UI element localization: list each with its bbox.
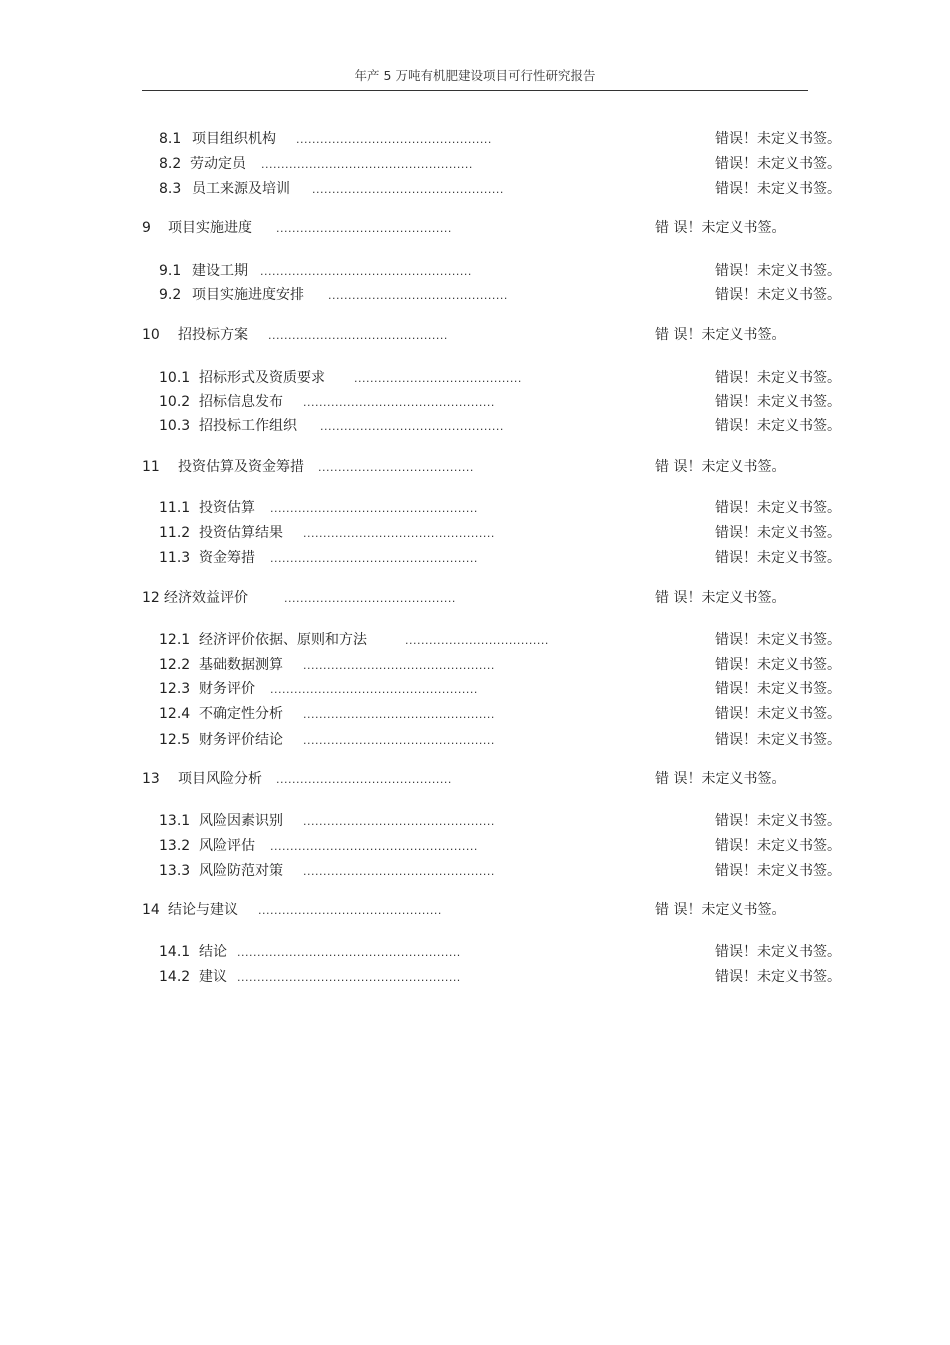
toc-section-entry[interactable] bbox=[0, 260, 950, 282]
page-header: 年产 5 万吨有机肥建设项目可行性研究报告 bbox=[354, 68, 596, 83]
toc-number: 12.4 bbox=[159, 706, 191, 722]
toc-section-entry[interactable] bbox=[0, 153, 950, 175]
toc-number: 8.3 bbox=[159, 181, 182, 197]
toc-title: 招标信息发布 bbox=[199, 394, 283, 410]
toc-title: 项目风险分析 bbox=[178, 771, 262, 787]
toc-page-reference: 错误！未定义书签。 bbox=[715, 657, 841, 673]
toc-title: 招投标工作组织 bbox=[199, 418, 297, 434]
toc-title: 投资估算及资金筹措 bbox=[178, 459, 304, 475]
toc-number: 14.1 bbox=[159, 944, 191, 960]
toc-page-reference: 错误！未定义书签。 bbox=[715, 863, 841, 879]
toc-title: 经济评价依据、原则和方法 bbox=[199, 632, 367, 648]
toc-leader-dots: .................................................... bbox=[270, 840, 478, 853]
toc-section-entry[interactable] bbox=[0, 966, 950, 988]
toc-number: 14.2 bbox=[159, 969, 191, 985]
toc-title: 基础数据测算 bbox=[199, 657, 283, 673]
toc-page-reference: 错误！未定义书签。 bbox=[715, 287, 841, 303]
toc-title: 风险评估 bbox=[199, 838, 255, 854]
toc-page-reference: 错 误！未定义书签。 bbox=[655, 902, 786, 918]
toc-title: 建设工期 bbox=[192, 263, 248, 279]
toc-leader-dots: ................................................ bbox=[312, 183, 504, 196]
toc-section-entry[interactable] bbox=[0, 522, 950, 544]
toc-title: 结论 bbox=[199, 944, 227, 960]
toc-chapter-entry[interactable] bbox=[0, 217, 950, 239]
toc-leader-dots: ................................................ bbox=[303, 865, 495, 878]
toc-page-reference: 错误！未定义书签。 bbox=[715, 131, 841, 147]
toc-number: 10.3 bbox=[159, 418, 191, 434]
toc-number: 12.5 bbox=[159, 732, 191, 748]
toc-page-reference: 错误！未定义书签。 bbox=[715, 632, 841, 648]
toc-number: 11.3 bbox=[159, 550, 191, 566]
toc-page-reference: 错误！未定义书签。 bbox=[715, 813, 841, 829]
toc-section-entry[interactable] bbox=[0, 654, 950, 676]
toc-leader-dots: ..................................................... bbox=[261, 158, 473, 171]
toc-title: 建议 bbox=[199, 969, 227, 985]
toc-section-entry[interactable] bbox=[0, 729, 950, 751]
toc-section-entry[interactable] bbox=[0, 128, 950, 150]
toc-leader-dots: ....................................... bbox=[318, 461, 474, 474]
toc-leader-dots: ................................................ bbox=[303, 734, 495, 747]
toc-title: 项目实施进度安排 bbox=[192, 287, 304, 303]
toc-number: 9 bbox=[142, 220, 151, 236]
toc-title: 风险因素识别 bbox=[199, 813, 283, 829]
toc-leader-dots: ............................................. bbox=[268, 329, 448, 342]
toc-section-entry[interactable] bbox=[0, 810, 950, 832]
toc-title: 不确定性分析 bbox=[199, 706, 283, 722]
toc-section-entry[interactable] bbox=[0, 703, 950, 725]
toc-page-reference: 错误！未定义书签。 bbox=[715, 969, 841, 985]
toc-title: 投资估算结果 bbox=[199, 525, 283, 541]
toc-leader-dots: ............................................. bbox=[328, 289, 508, 302]
toc-leader-dots: ..................................................... bbox=[260, 265, 472, 278]
toc-number: 13.3 bbox=[159, 863, 191, 879]
toc-number: 8.1 bbox=[159, 131, 182, 147]
toc-page-reference: 错 误！未定义书签。 bbox=[655, 590, 786, 606]
toc-page-reference: 错 误！未定义书签。 bbox=[655, 327, 786, 343]
toc-number: 13.2 bbox=[159, 838, 191, 854]
toc-page-reference: 错 误！未定义书签。 bbox=[655, 771, 786, 787]
toc-section-entry[interactable] bbox=[0, 497, 950, 519]
toc-title: 招投标方案 bbox=[178, 327, 248, 343]
toc-title: 财务评价结论 bbox=[199, 732, 283, 748]
toc-title: 招标形式及资质要求 bbox=[199, 370, 325, 386]
toc-leader-dots: .............................................. bbox=[258, 904, 442, 917]
toc-page-reference: 错误！未定义书签。 bbox=[715, 838, 841, 854]
toc-number: 9.1 bbox=[159, 263, 182, 279]
toc-number: 10 bbox=[142, 327, 160, 343]
toc-number: 12.2 bbox=[159, 657, 191, 673]
toc-leader-dots: .................................................... bbox=[270, 683, 478, 696]
toc-leader-dots: .................................................... bbox=[270, 502, 478, 515]
toc-number: 12 bbox=[142, 590, 160, 606]
toc-number: 11.2 bbox=[159, 525, 191, 541]
toc-page-reference: 错误！未定义书签。 bbox=[715, 681, 841, 697]
toc-section-entry[interactable] bbox=[0, 391, 950, 413]
toc-leader-dots: ................................................ bbox=[303, 527, 495, 540]
toc-title: 项目实施进度 bbox=[168, 220, 252, 236]
toc-page-reference: 错 误！未定义书签。 bbox=[655, 459, 786, 475]
toc-number: 9.2 bbox=[159, 287, 182, 303]
toc-page-reference: 错误！未定义书签。 bbox=[715, 418, 841, 434]
toc-section-entry[interactable] bbox=[0, 678, 950, 700]
toc-chapter-entry[interactable] bbox=[0, 456, 950, 478]
toc-title: 劳动定员 bbox=[190, 156, 246, 172]
toc-number: 14 bbox=[142, 902, 160, 918]
toc-chapter-entry[interactable] bbox=[0, 587, 950, 609]
toc-page-reference: 错误！未定义书签。 bbox=[715, 500, 841, 516]
toc-leader-dots: .............................................. bbox=[320, 420, 504, 433]
toc-leader-dots: ................................................ bbox=[303, 396, 495, 409]
toc-page-reference: 错误！未定义书签。 bbox=[715, 263, 841, 279]
toc-title: 经济效益评价 bbox=[164, 590, 248, 606]
toc-title: 结论与建议 bbox=[168, 902, 238, 918]
toc-leader-dots: ........................................... bbox=[284, 592, 456, 605]
toc-number: 13 bbox=[142, 771, 160, 787]
toc-section-entry[interactable] bbox=[0, 941, 950, 963]
toc-title: 员工来源及培训 bbox=[192, 181, 290, 197]
toc-number: 10.2 bbox=[159, 394, 191, 410]
toc-page-reference: 错误！未定义书签。 bbox=[715, 181, 841, 197]
toc-leader-dots: ................................................ bbox=[303, 708, 495, 721]
toc-number: 11 bbox=[142, 459, 160, 475]
toc-title: 财务评价 bbox=[199, 681, 255, 697]
toc-number: 10.1 bbox=[159, 370, 191, 386]
toc-page-reference: 错误！未定义书签。 bbox=[715, 156, 841, 172]
toc-number: 11.1 bbox=[159, 500, 191, 516]
toc-number: 12.3 bbox=[159, 681, 191, 697]
header-divider bbox=[142, 90, 808, 91]
toc-leader-dots: ........................................................ bbox=[237, 971, 461, 984]
toc-chapter-entry[interactable] bbox=[0, 324, 950, 346]
toc-leader-dots: ........................................................ bbox=[237, 946, 461, 959]
toc-title: 风险防范对策 bbox=[199, 863, 283, 879]
toc-page-reference: 错误！未定义书签。 bbox=[715, 732, 841, 748]
toc-section-entry[interactable] bbox=[0, 860, 950, 882]
toc-title: 资金筹措 bbox=[199, 550, 255, 566]
toc-leader-dots: ................................................. bbox=[296, 133, 492, 146]
toc-leader-dots: ................................................ bbox=[303, 659, 495, 672]
toc-page-reference: 错误！未定义书签。 bbox=[715, 370, 841, 386]
toc-page-reference: 错误！未定义书签。 bbox=[715, 394, 841, 410]
toc-section-entry[interactable] bbox=[0, 547, 950, 569]
toc-section-entry[interactable] bbox=[0, 835, 950, 857]
toc-leader-dots: ............................................ bbox=[276, 773, 452, 786]
toc-section-entry[interactable] bbox=[0, 367, 950, 389]
toc-chapter-entry[interactable] bbox=[0, 899, 950, 921]
toc-chapter-entry[interactable] bbox=[0, 768, 950, 790]
toc-leader-dots: .................................... bbox=[405, 634, 549, 647]
toc-section-entry[interactable] bbox=[0, 284, 950, 306]
toc-page-reference: 错 误！未定义书签。 bbox=[655, 220, 786, 236]
toc-leader-dots: ............................................ bbox=[276, 222, 452, 235]
toc-leader-dots: ................................................ bbox=[303, 815, 495, 828]
toc-page-reference: 错误！未定义书签。 bbox=[715, 944, 841, 960]
toc-page-reference: 错误！未定义书签。 bbox=[715, 525, 841, 541]
toc-page-reference: 错误！未定义书签。 bbox=[715, 550, 841, 566]
toc-number: 8.2 bbox=[159, 156, 182, 172]
toc-title: 投资估算 bbox=[199, 500, 255, 516]
toc-section-entry[interactable] bbox=[0, 178, 950, 200]
toc-section-entry[interactable] bbox=[0, 629, 950, 651]
toc-section-entry[interactable] bbox=[0, 415, 950, 437]
toc-title: 项目组织机构 bbox=[192, 131, 276, 147]
toc-number: 12.1 bbox=[159, 632, 191, 648]
toc-leader-dots: .......................................... bbox=[354, 372, 522, 385]
toc-leader-dots: .................................................... bbox=[270, 552, 478, 565]
toc-page-reference: 错误！未定义书签。 bbox=[715, 706, 841, 722]
toc-number: 13.1 bbox=[159, 813, 191, 829]
